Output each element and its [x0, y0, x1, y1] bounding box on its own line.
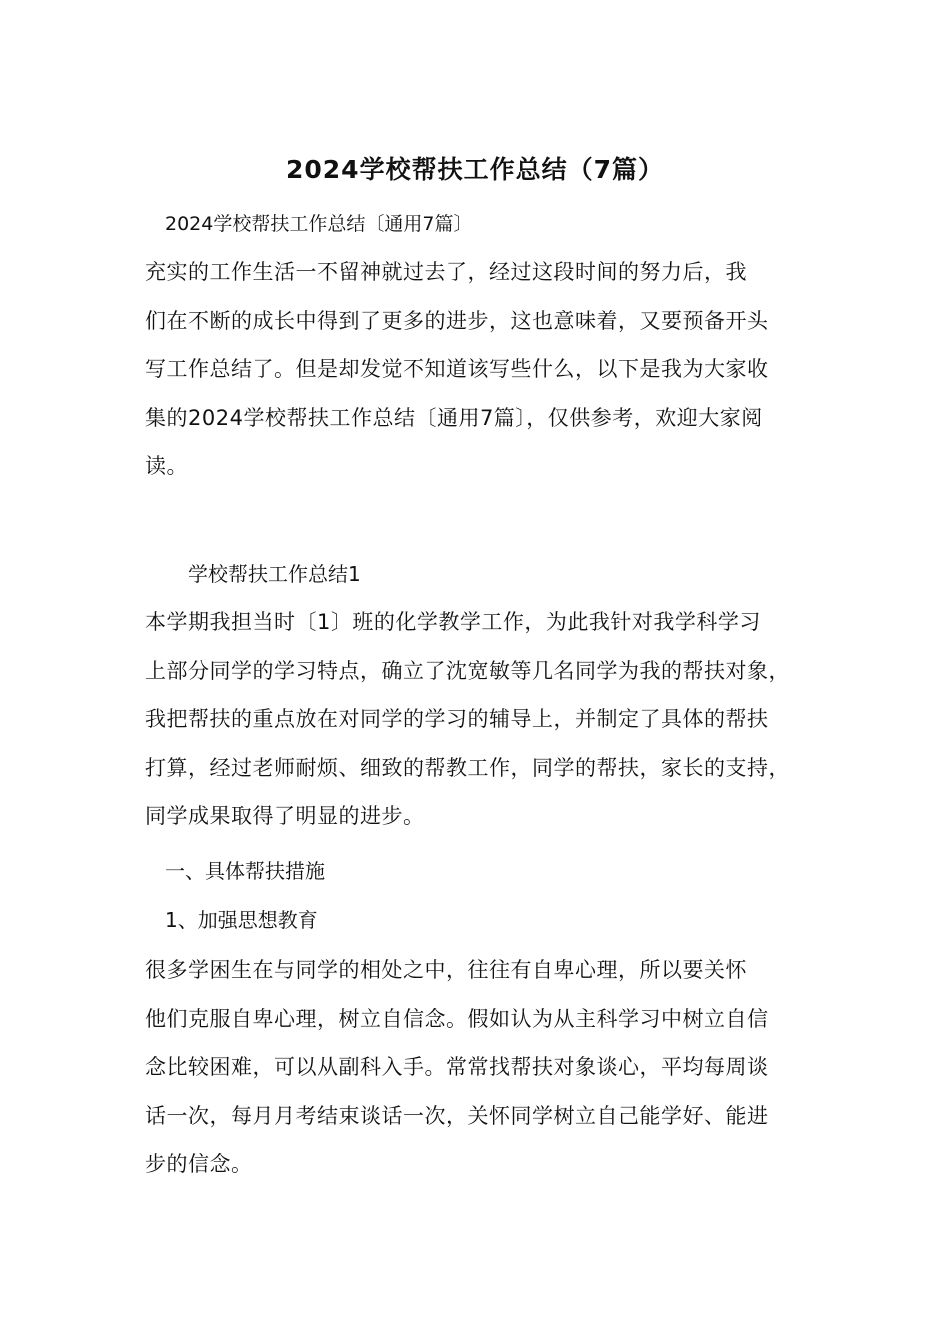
intro-line: 写工作总结了。但是却发觉不知道该写些什么，以下是我为大家收 [145, 357, 769, 381]
intro-paragraph [145, 248, 835, 491]
document-subtitle: 2024学校帮扶工作总结〔通用7篇〕 [165, 213, 473, 235]
item1-paragraph [145, 946, 835, 1189]
section-intro-line: 上部分同学的学习特点，确立了沈宽敏等几名同学为我的帮扶对象， [145, 658, 790, 683]
intro-line: 们在不断的成长中得到了更多的进步，这也意味着，又要预备开头 [145, 308, 769, 333]
section-intro-line: 同学成果取得了明显的进步。 [145, 804, 425, 828]
section-intro-line: 我把帮扶的重点放在对同学的学习的辅导上，并制定了具体的帮扶 [145, 707, 769, 731]
intro-line: 读。 [145, 454, 188, 478]
item1-line: 他们克服自卑心理，树立自信念。假如认为从主科学习中树立自信 [145, 1006, 769, 1031]
document-title: 2024学校帮扶工作总结（7篇） [286, 155, 664, 184]
item1-line: 话一次，每月月考结束谈话一次，关怀同学树立自己能学好、能进 [145, 1103, 769, 1128]
intro-line: 充实的工作生活一不留神就过去了，经过这段时间的努力后，我 [145, 260, 747, 284]
section-intro-line: 本学期我担当时〔1〕班的化学教学工作，为此我针对我学科学习 [145, 610, 761, 634]
intro-line: 集的2024学校帮扶工作总结〔通用7篇〕，仅供参考，欢迎大家阅 [145, 405, 763, 430]
section-intro-line: 打算，经过老师耐烦、细致的帮教工作，同学的帮扶，家长的支持， [145, 755, 790, 780]
item1-line: 很多学困生在与同学的相处之中，往往有自卑心理，所以要关怀 [145, 958, 747, 982]
item1-heading: 1、加强思想教育 [165, 908, 318, 932]
item1-line: 念比较困难，可以从副科入手。常常找帮扶对象谈心，平均每周谈 [145, 1055, 769, 1079]
section-intro-paragraph [145, 598, 835, 841]
section-title: 学校帮扶工作总结1 [188, 562, 361, 586]
item1-line: 步的信念。 [145, 1152, 253, 1176]
measures-heading: 一、具体帮扶措施 [165, 859, 325, 883]
